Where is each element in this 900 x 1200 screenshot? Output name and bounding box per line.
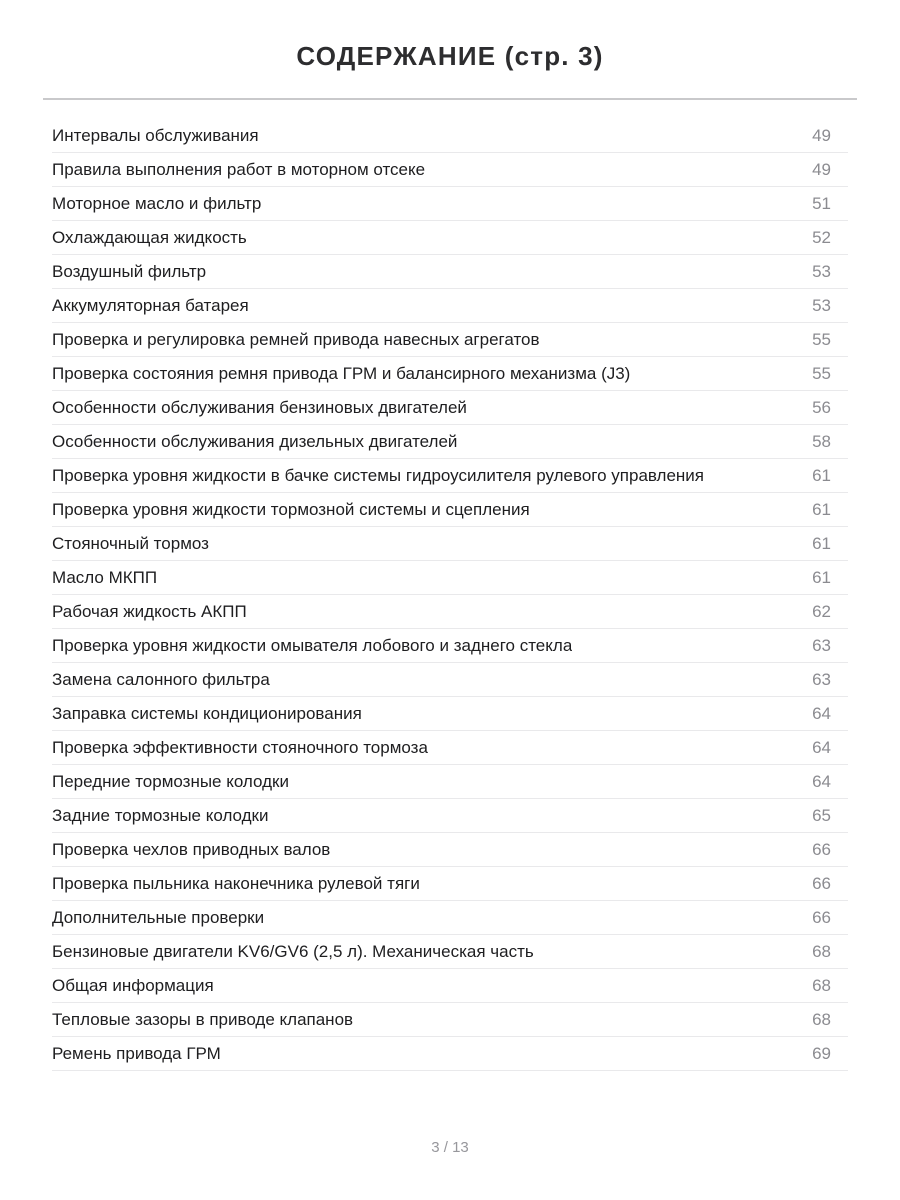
toc-entry-page-number: 63 [812, 635, 831, 655]
toc-entry-page-number: 64 [812, 771, 831, 791]
toc-row[interactable] [52, 833, 848, 867]
toc-row[interactable] [52, 969, 848, 1003]
toc-row[interactable] [52, 765, 848, 799]
toc-row[interactable] [52, 153, 848, 187]
toc-entry-label: Особенности обслуживания бензиновых двигателей [52, 397, 467, 417]
toc-entry-page-number: 61 [812, 465, 831, 485]
toc-entry-label: Замена салонного фильтра [52, 669, 270, 689]
toc-entry-page-number: 53 [812, 261, 831, 281]
toc-entry-page-number: 49 [812, 125, 831, 145]
toc-entry-page-number: 62 [812, 601, 831, 621]
toc-entry-page-number: 51 [812, 193, 831, 213]
toc-row[interactable] [52, 119, 848, 153]
toc-row[interactable] [52, 1003, 848, 1037]
toc-entry-page-number: 64 [812, 737, 831, 757]
toc-row[interactable] [52, 357, 848, 391]
toc-entry-page-number: 68 [812, 1009, 831, 1029]
toc-row[interactable] [52, 255, 848, 289]
toc-row[interactable] [52, 595, 848, 629]
toc-entry-page-number: 61 [812, 533, 831, 553]
page-title: СОДЕРЖАНИЕ (стр. 3) [296, 41, 604, 71]
toc-row[interactable] [52, 1037, 848, 1071]
toc-entry-label: Интервалы обслуживания [52, 125, 259, 145]
toc-entry-page-number: 68 [812, 941, 831, 961]
toc-entry-label: Ремень привода ГРМ [52, 1043, 221, 1063]
toc-entry-page-number: 52 [812, 227, 831, 247]
toc-entry-label: Проверка уровня жидкости омывателя лобового и заднего стекла [52, 635, 573, 655]
toc-row[interactable] [52, 697, 848, 731]
toc-row[interactable] [52, 901, 848, 935]
toc-row[interactable] [52, 867, 848, 901]
toc-row[interactable] [52, 493, 848, 527]
toc-row[interactable] [52, 323, 848, 357]
toc-entry-page-number: 63 [812, 669, 831, 689]
toc-entry-page-number: 66 [812, 839, 831, 859]
toc-row[interactable] [52, 663, 848, 697]
toc-entry-page-number: 58 [812, 431, 831, 451]
toc-row[interactable] [52, 425, 848, 459]
toc-entry-label: Воздушный фильтр [52, 261, 207, 281]
toc-entry-label: Проверка состояния ремня привода ГРМ и балансирного механизма (J3) [52, 363, 631, 383]
toc-row[interactable] [52, 391, 848, 425]
toc-entry-label: Особенности обслуживания дизельных двигателей [52, 431, 458, 451]
toc-entry-label: Проверка эффективности стояночного тормоза [52, 737, 428, 757]
toc-entry-page-number: 61 [812, 499, 831, 519]
toc-entry-page-number: 61 [812, 567, 831, 587]
toc-entry-label: Стояночный тормоз [52, 533, 209, 553]
toc-entry-label: Правила выполнения работ в моторном отсеке [52, 159, 426, 179]
toc-row[interactable] [52, 561, 848, 595]
toc-entry-page-number: 68 [812, 975, 831, 995]
toc-entry-label: Задние тормозные колодки [52, 805, 269, 825]
toc-entry-label: Охлаждающая жидкость [52, 227, 247, 247]
toc-entry-label: Заправка системы кондиционирования [52, 703, 362, 723]
toc-entry-label: Тепловые зазоры в приводе клапанов [52, 1009, 354, 1029]
toc-row[interactable] [52, 459, 848, 493]
toc-row[interactable] [52, 935, 848, 969]
toc-entry-label: Дополнительные проверки [52, 907, 265, 927]
toc-entry-label: Проверка чехлов приводных валов [52, 839, 331, 859]
toc-entry-page-number: 49 [812, 159, 831, 179]
toc-entry-label: Моторное масло и фильтр [52, 193, 262, 213]
toc-entry-page-number: 55 [812, 329, 831, 349]
toc-entry-page-number: 64 [812, 703, 831, 723]
toc-entry-label: Проверка уровня жидкости тормозной системы и сцепления [52, 499, 530, 519]
toc-entry-label: Аккумуляторная батарея [52, 295, 249, 315]
toc-entry-label: Рабочая жидкость АКПП [52, 601, 247, 621]
toc-row[interactable] [52, 799, 848, 833]
toc-entry-page-number: 66 [812, 907, 831, 927]
toc-entry-label: Проверка уровня жидкости в бачке системы гидроусилителя рулевого управления [52, 465, 705, 485]
toc-entry-label: Проверка пыльника наконечника рулевой тяги [52, 873, 420, 893]
pagination-indicator: 3 / 13 [431, 1139, 469, 1156]
toc-entry-page-number: 53 [812, 295, 831, 315]
toc-entry-label: Проверка и регулировка ремней привода навесных агрегатов [52, 329, 540, 349]
toc-entry-page-number: 65 [812, 805, 831, 825]
toc-entry-page-number: 55 [812, 363, 831, 383]
toc-entry-label: Масло МКПП [52, 567, 158, 587]
toc-entry-label: Общая информация [52, 975, 214, 995]
toc-entry-page-number: 56 [812, 397, 831, 417]
toc-entry-page-number: 66 [812, 873, 831, 893]
toc-row[interactable] [52, 629, 848, 663]
toc-row[interactable] [52, 731, 848, 765]
toc-entry-label: Передние тормозные колодки [52, 771, 289, 791]
toc-entry-page-number: 69 [812, 1043, 831, 1063]
toc-row[interactable] [52, 187, 848, 221]
toc-list [52, 100, 848, 1071]
toc-row[interactable] [52, 221, 848, 255]
toc-row[interactable] [52, 527, 848, 561]
toc-entry-label: Бензиновые двигатели KV6/GV6 (2,5 л). Механическая часть [52, 941, 534, 961]
toc-row[interactable] [52, 289, 848, 323]
